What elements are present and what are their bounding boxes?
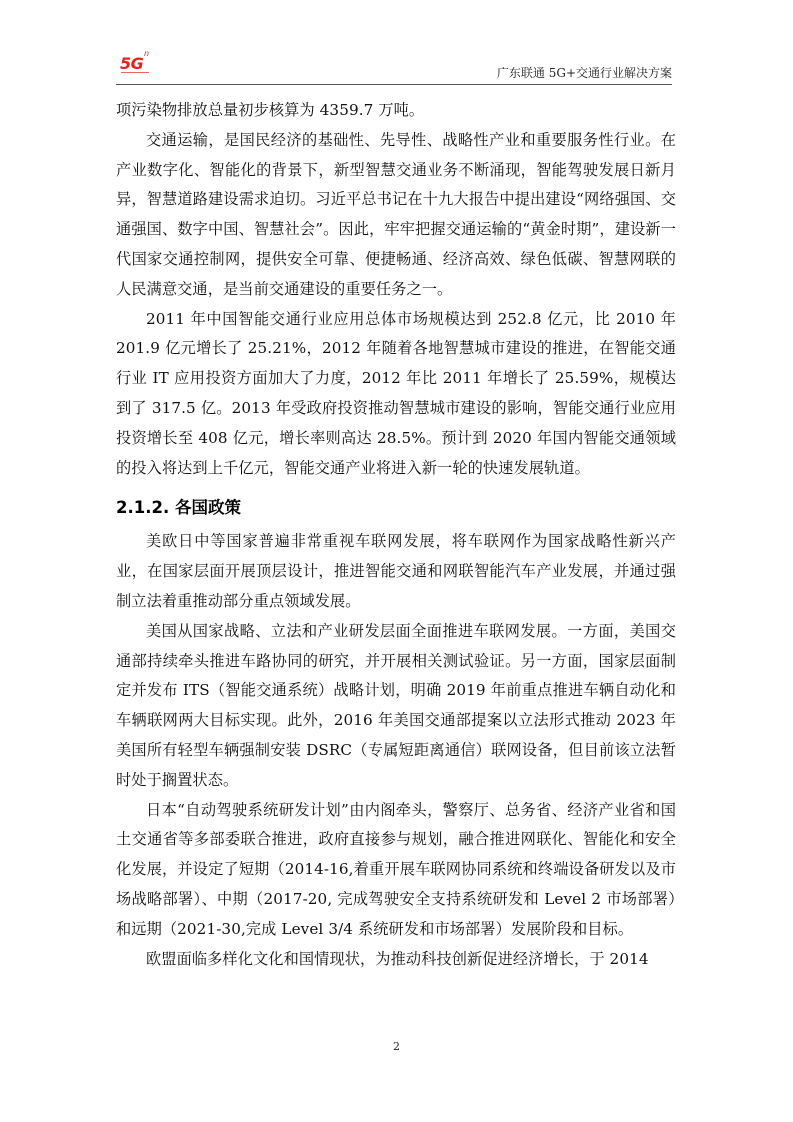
page-header <box>116 50 672 86</box>
unicom-5g-logo <box>120 49 154 76</box>
logo-superscript: n <box>144 49 150 58</box>
header-divider <box>116 84 672 85</box>
page-number: 2 <box>393 1040 400 1053</box>
paragraph-eu-policy: 欧盟面临多样化文化和国情现状，为推动科技创新促进经济增长，于 2014 <box>146 949 649 968</box>
paragraph-transport: 交通运输，是国民经济的基础性、先导性、战略性产业和重要服务性行业。在产业数字化、智能化的背景下，新型智慧交通业务不断涌现，智能驾驶发展日新月异，智慧道路建设需求迫切。习近平总书记在十九大报告中提出建设“网络强国、交通强国、数字中国、智慧社会”。因此，牢牢把握交通运输的“黄金时期”，建设新一代国家交通控制网，提供安全可靠、便捷畅通、经济高效、绿色低碳、智慧网联的人民满意交通，是当前交通建设的重要任务之一。 <box>116 130 676 298</box>
header-title: 广东联通 5G+交通行业解决方案 <box>496 66 672 80</box>
logo-text: 5G <box>120 54 144 73</box>
paragraph-usa-policy: 美国从国家战略、立法和产业研发层面全面推进车联网发展。一方面，美国交通部持续牵头推进车路协同的研究，并开展相关测试验证。另一方面，国家层面制定并发布 ITS（智能交通系统）战略计划，明确 2019 年前重点推进车辆自动化和车辆联网两大目标实现。此外，2016 年美国交通部提案以立法形式推动 2023 年美国所有轻型车辆强制安装 DSRC（专属短距离通信）联网设备，但目前该立法暂时处于搁置状态。 <box>116 621 676 789</box>
paragraph-japan-policy: 日本“自动驾驶系统研发计划”由内阁牵头，警察厅、总务省、经济产业省和国土交通省等多部委联合推进，政府直接参与规划，融合推进网联化、智能化和安全化发展，并设定了短期（2014-16,着重开展车联网协同系统和终端设备研发以及市场战略部署）、中期（2017-20, 完成驾驶安全支持系统研发和 Level 2 市场部署）和远期（2021-30,完成 Level 3/4 系统研发和市场部署）发展阶段和目标。 <box>116 800 676 938</box>
document-body <box>116 96 676 974</box>
logo-underline <box>121 72 149 75</box>
paragraph-continuation: 项污染物排放总量初步核算为 4359.7 万吨。 <box>116 101 425 119</box>
paragraph-countries-overview: 美欧日中等国家普遍非常重视车联网发展，将车联网作为国家战略性新兴产业，在国家层面开展顶层设计，推进智能交通和网联智能汽车产业发展，并通过强制立法着重推动部分重点领域发展。 <box>116 532 676 610</box>
paragraph-market-size: 2011 年中国智能交通行业应用总体市场规模达到 252.8 亿元，比 2010 年 201.9 亿元增长了 25.21%，2012 年随着各地智慧城市建设的推进，在智能交通行业 IT 应用投资方面加大了力度，2012 年比 2011 年增长了 25.59%，规模达到了 317.5 亿。2013 年受政府投资推动智慧城市建设的影响，智能交通行业应用投资增长至 408 亿元，增长率则高达 28.5%。预计到 2020 年国内智能交通领域的投入将达到上千亿元，智能交通产业将进入新一轮的快速发展轨道。 <box>116 309 676 477</box>
section-heading: 2.1.2. 各国政策 <box>116 498 241 518</box>
